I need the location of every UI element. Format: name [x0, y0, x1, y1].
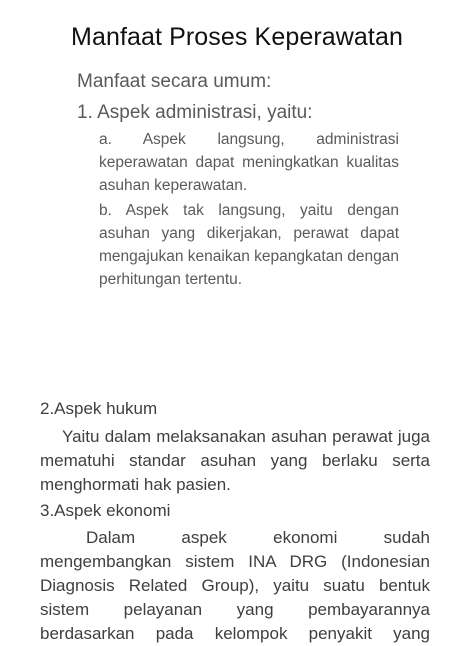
administrative-aspect-heading: 1. Aspek administrasi, yaitu: [77, 102, 313, 123]
admin-item-indirect: b. Aspek tak langsung, yaitu dengan asuhan yang dikerjakan, perawat dapat mengajukan kenaikan kepangkatan dengan perhitungan tertentu. [99, 202, 399, 288]
legal-aspect-heading: 2.Aspek hukum [40, 399, 158, 418]
economic-aspect-paragraph: Dalam aspek ekonomi sudah mengembangkan sistem INA DRG (Indonesian Diagnosis Related Group), yaitu suatu bentuk sistem pelayanan yang pembayarannya berdasarkan pada kelompok penyakit yang [40, 528, 430, 643]
general-benefits-heading: Manfaat secara umum: [77, 71, 272, 92]
economic-aspect-heading: 3.Aspek ekonomi [40, 501, 171, 520]
page-title: Manfaat Proses Keperawatan [71, 23, 403, 51]
legal-aspect-paragraph: Yaitu dalam melaksanakan asuhan perawat juga mematuhi standar asuhan yang berlaku serta menghormati hak pasien. [40, 427, 430, 494]
admin-item-direct: a. Aspek langsung, administrasi keperawatan dapat meningkatkan kualitas asuhan keperawatan. [99, 131, 399, 194]
